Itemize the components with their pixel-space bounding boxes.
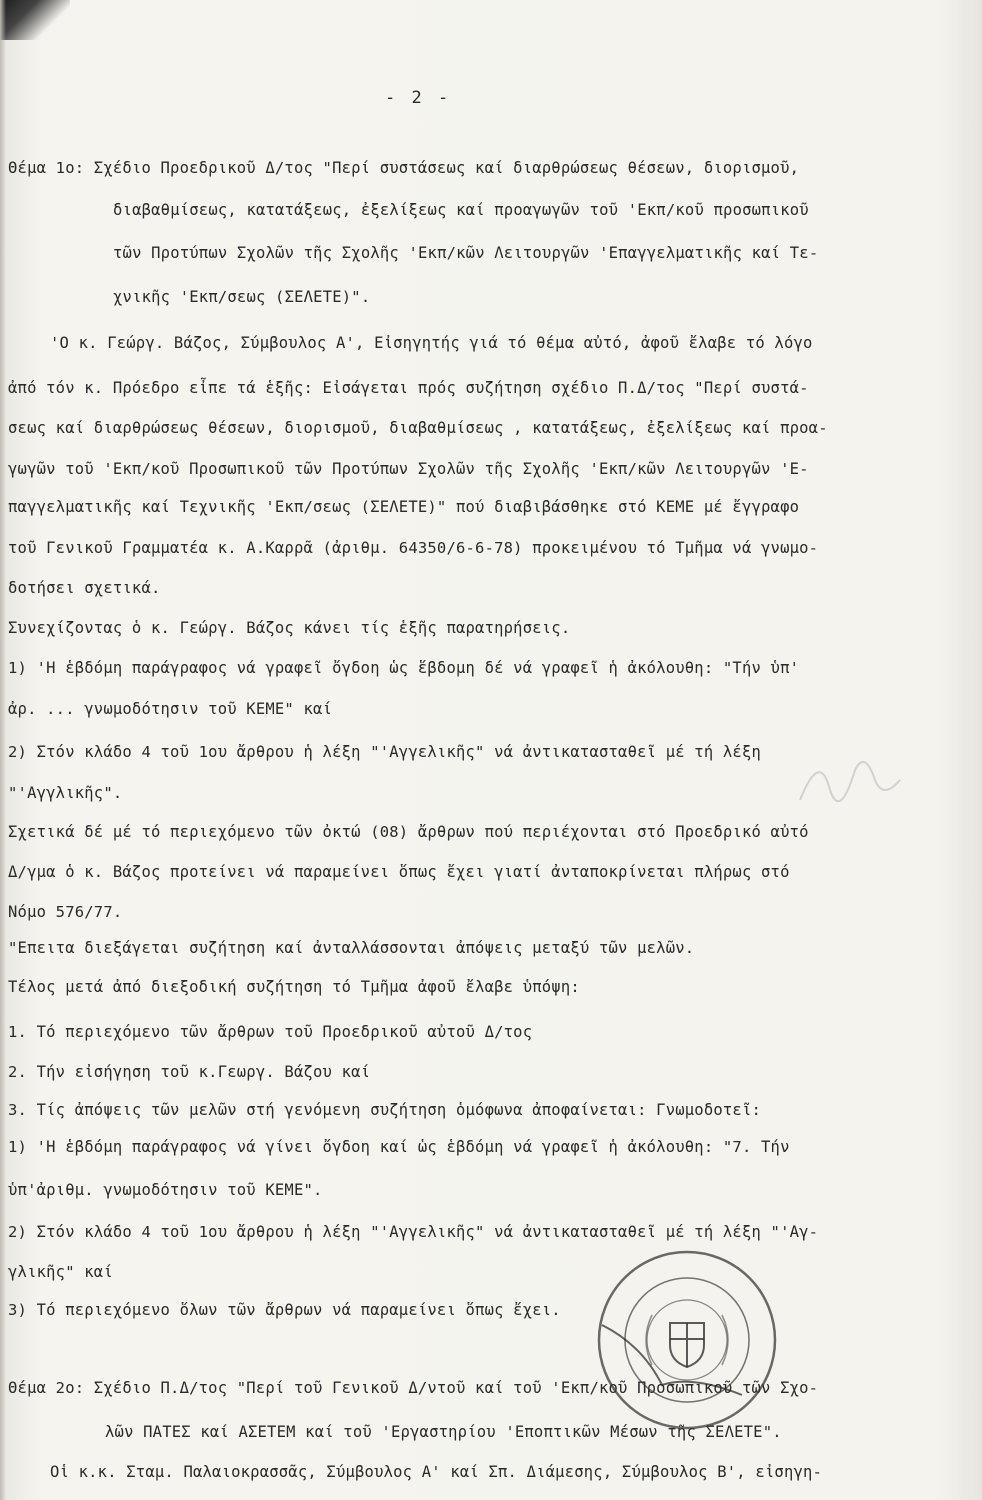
text-line: Θέμα 2ο: Σχέδιο Π.Δ/τος "Περί τοῦ Γενικοῦ Δ/ντοῦ καί τοῦ 'Εκπ/κοῦ Προσωπικοῦ τῶν Σχο- xyxy=(8,1379,819,1397)
text-line: ἀπό τόν κ. Πρόεδρο εἶπε τά ἑξῆς: Εἰσάγεται πρός συζήτηση σχέδιο Π.Δ/τος "Περί συστά- xyxy=(8,379,809,397)
text-line: σεως καί διαρθρώσεως θέσεων, διορισμοῦ, διαβαθμίσεως , κατατάξεως, ἐξελίξεως καί προα- xyxy=(8,419,828,437)
text-line: 1) 'Η ἑβδόμη παράγραφος νά γίνει ὄγδοη καί ὡς ἑβδόμη νά γραφεῖ ἡ ἀκόλουθη: "7. Τήν xyxy=(8,1138,790,1156)
text-line: παγγελματικῆς καί Τεχνικῆς 'Εκπ/σεως (ΣΕΛΕΤΕ)" πού διαβιβάσθηκε στό ΚΕΜΕ μέ ἔγγραφο xyxy=(8,498,800,516)
text-line: Συνεχίζοντας ὁ κ. Γεώργ. Βάζος κάνει τίς ἑξῆς παρατηρήσεις. xyxy=(8,619,571,637)
faint-signature-mark xyxy=(790,740,910,820)
text-line: Τέλος μετά ἀπό διεξοδική συζήτηση τό Τμῆμα ἀφοῦ ἔλαβε ὑπόψη: xyxy=(8,978,580,996)
scan-corner-shadow xyxy=(0,0,70,40)
text-line: γωγῶν τοῦ 'Εκπ/κοῦ Προσωπικοῦ τῶν Προτύπων Σχολῶν τῆς Σχολῆς 'Εκπ/κῶν Λειτουργῶν 'Ε- xyxy=(8,460,809,478)
scan-left-edge xyxy=(0,0,6,1500)
text-line: "'Αγγλικῆς". xyxy=(8,784,123,802)
text-line: ὑπ'ἀριθμ. γνωμοδότησιν τοῦ ΚΕΜΕ". xyxy=(8,1181,323,1199)
text-line: 'Ο κ. Γεώργ. Βάζος, Σύμβουλος Α', Εἰσηγητής γιά τό θέμα αὐτό, ἀφοῦ ἔλαβε τό λόγο xyxy=(50,334,813,352)
text-line: τῶν Προτύπων Σχολῶν τῆς Σχολῆς 'Εκπ/κῶν Λειτουργῶν 'Επαγγελματικῆς καί Τε- xyxy=(113,244,819,262)
text-line: "Επειτα διεξάγεται συζήτηση καί ἀνταλλάσσονται ἀπόψεις μεταξύ τῶν μελῶν. xyxy=(8,939,695,957)
text-line: Θέμα 1ο: Σχέδιο Προεδρικοῦ Δ/τος "Περί συστάσεως καί διαρθρώσεως θέσεων, διορισμοῦ, xyxy=(8,159,800,177)
text-line: 2) Στόν κλάδο 4 τοῦ 1ου ἄρθρου ἡ λέξη "'Αγγελικῆς" νά ἀντικατασταθεῖ μέ τή λέξη xyxy=(8,743,762,761)
text-line: Δ/γμα ὁ κ. Βάζος προτείνει νά παραμείνει ὅπως ἔχει γιατί ἀνταποκρίνεται πλήρως στό xyxy=(8,863,790,881)
text-line: 1. Τό περιεχόμενο τῶν ἄρθρων τοῦ Προεδρικοῦ αὐτοῦ Δ/τος xyxy=(8,1023,533,1041)
text-line: Οἱ κ.κ. Σταμ. Παλαιοκρασσᾶς, Σύμβουλος Α' καί Σπ. Διάμεσης, Σύμβουλος Β', εἰσηγη- xyxy=(50,1463,823,1481)
text-line: 2. Τήν εἰσήγηση τοῦ κ.Γεωργ. Βάζου καί xyxy=(8,1063,371,1081)
text-line: 3) Τό περιεχόμενο ὅλων τῶν ἄρθρων νά παραμείνει ὅπως ἔχει. xyxy=(8,1301,561,1319)
official-seal-stamp xyxy=(592,1245,782,1435)
text-line: ἀρ. ... γνωμοδότησιν τοῦ ΚΕΜΕ" καί xyxy=(8,700,333,718)
text-line: χνικῆς 'Εκπ/σεως (ΣΕΛΕΤΕ)". xyxy=(113,288,371,306)
text-line: 1) 'Η ἑβδόμη παράγραφος νά γραφεῖ ὄγδοη ὡς ἕβδομη δέ νά γραφεῖ ἡ ἀκόλουθη: "Τήν ὑπ' xyxy=(8,659,800,677)
text-line: διαβαθμίσεως, κατατάξεως, ἐξελίξεως καί προαγωγῶν τοῦ 'Εκπ/κοῦ προσωπικοῦ xyxy=(113,201,809,219)
text-line: 2) Στόν κλάδο 4 τοῦ 1ου ἄρθρου ἡ λέξη "'Αγγελικῆς" νά ἀντικατασταθεῖ μέ τή λέξη "'Αγ- xyxy=(8,1223,819,1241)
text-line: Νόμο 576/77. xyxy=(8,903,123,921)
text-line: λῶν ΠΑΤΕΣ καί ΑΣΕΤΕΜ καί τοῦ 'Εργαστηρίου 'Εποπτικῶν Μέσων τῆς ΣΕΛΕΤΕ". xyxy=(105,1423,782,1441)
text-line: Σχετικά δέ μέ τό περιεχόμενο τῶν ὀκτώ (08) ἄρθρων πού περιέχονται στό Προεδρικό αὐτό xyxy=(8,823,809,841)
text-line: γλικῆς" καί xyxy=(8,1263,113,1281)
text-line: τοῦ Γενικοῦ Γραμματέα κ. Α.Καρρᾶ (ἀριθμ. 64350/6-6-78) προκειμένου τό Τμῆμα νά γνωμο- xyxy=(8,539,819,557)
text-line: δοτήσει σχετικά. xyxy=(8,579,161,597)
text-line: 3. Τίς ἀπόψεις τῶν μελῶν στή γενόμενη συζήτηση ὁμόφωνα ἀποφαίνεται: Γνωμοδοτεῖ: xyxy=(8,1101,762,1119)
page-number: - 2 - xyxy=(385,88,452,108)
